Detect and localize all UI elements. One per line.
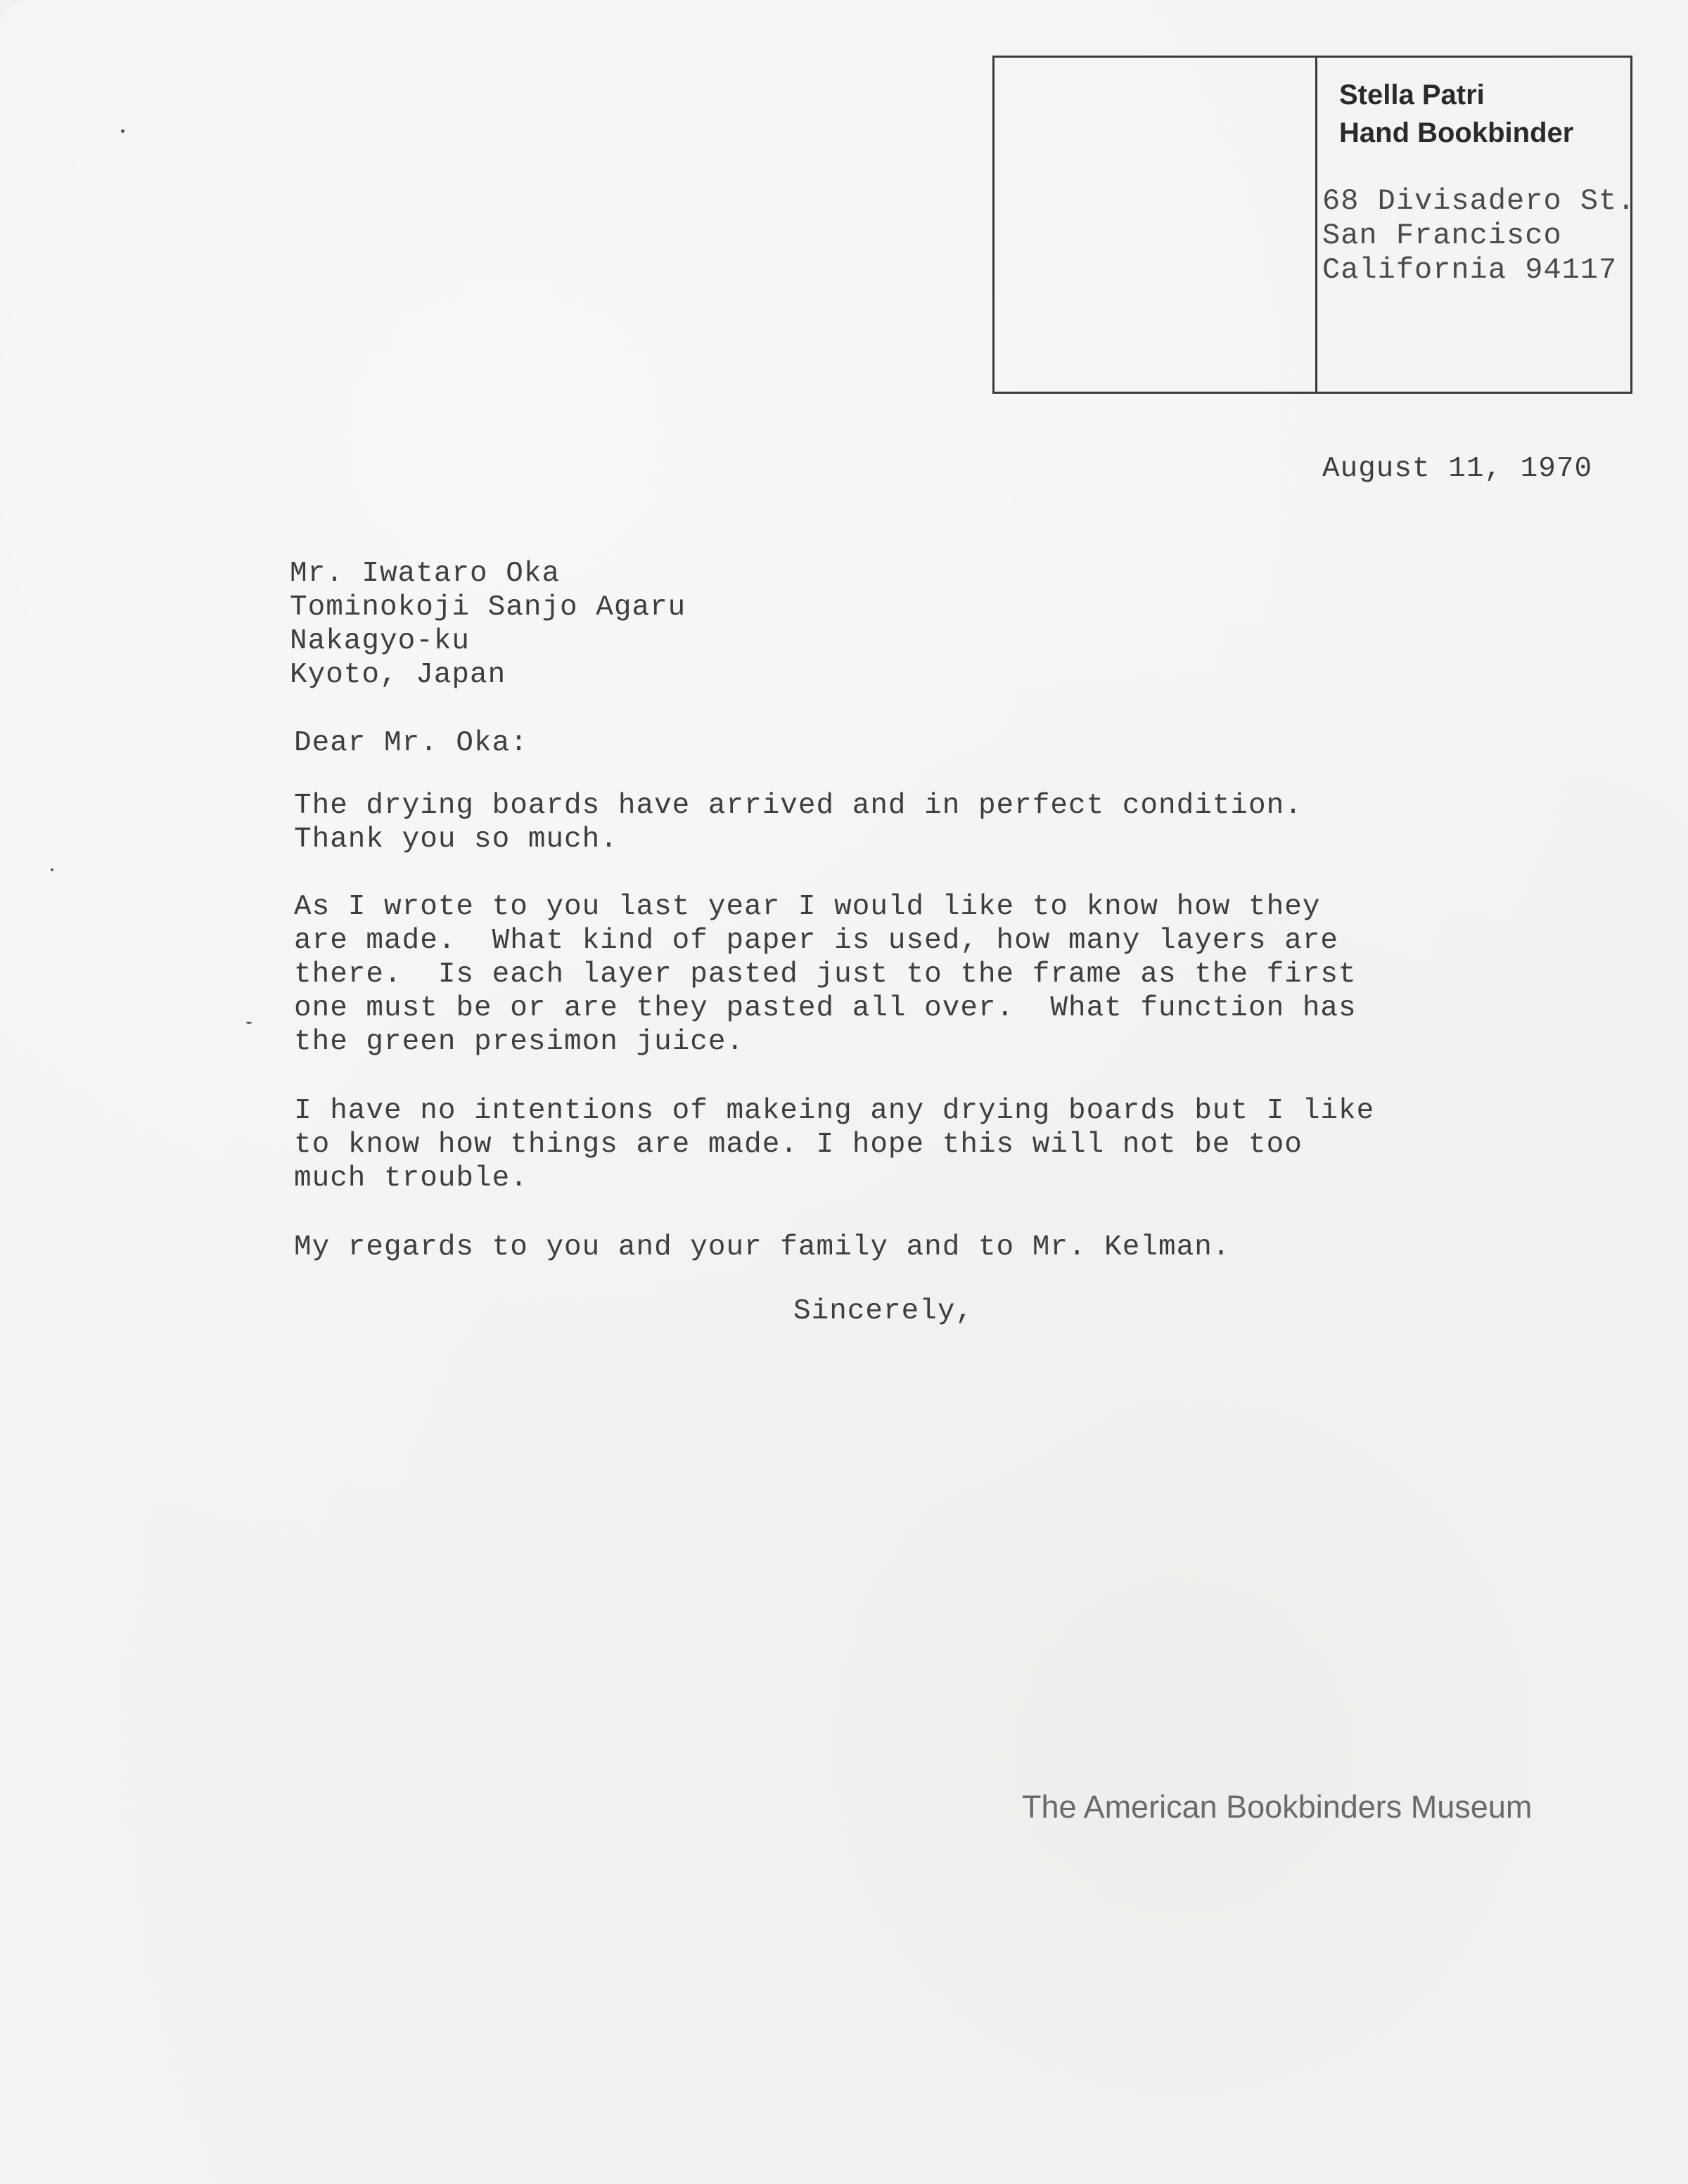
museum-watermark: The American Bookbinders Museum xyxy=(1022,1789,1533,1825)
paragraph-line: the green presimon juice. xyxy=(294,1026,745,1058)
sender-address xyxy=(1322,184,1635,288)
recipient-line: Kyoto, Japan xyxy=(290,659,506,691)
letterhead-divider xyxy=(1315,58,1317,392)
paragraph-line: one must be or are they pasted all over. What function has xyxy=(294,992,1357,1024)
paragraph-2 xyxy=(294,890,1357,1059)
letterhead-title: Hand Bookbinder xyxy=(1339,117,1574,148)
address-line: California 94117 xyxy=(1322,253,1618,287)
recipient-line: Nakagyo-ku xyxy=(290,625,471,657)
paragraph-line: As I wrote to you last year I would like to know how they xyxy=(294,891,1321,923)
paragraph-line: there. Is each layer pasted just to the frame as the first xyxy=(294,958,1357,991)
paragraph-line: The drying boards have arrived and in perfect condition. xyxy=(294,790,1303,822)
paper-speck xyxy=(121,129,124,133)
recipient-address xyxy=(290,557,686,692)
recipient-line: Mr. Iwataro Oka xyxy=(290,558,561,590)
paragraph-line: are made. What kind of paper is used, how many layers are xyxy=(294,925,1339,957)
paragraph-line: much trouble. xyxy=(294,1162,528,1195)
address-line: San Francisco xyxy=(1322,219,1562,252)
paragraph-3 xyxy=(294,1094,1374,1195)
paragraph-4 xyxy=(294,1231,1230,1264)
letter-date: August 11, 1970 xyxy=(1322,453,1593,485)
paper-speck xyxy=(246,1022,252,1024)
paragraph-line: I have no intentions of makeing any drying boards but I like xyxy=(294,1095,1375,1127)
paragraph-line: My regards to you and your family and to Mr. Kelman. xyxy=(294,1231,1231,1264)
salutation: Dear Mr. Oka: xyxy=(294,727,528,759)
letterhead-name-block xyxy=(1339,76,1573,152)
address-line: 68 Divisadero St. xyxy=(1322,184,1636,218)
closing: Sincerely, xyxy=(793,1295,974,1328)
paragraph-1 xyxy=(294,789,1303,856)
paragraph-line: Thank you so much. xyxy=(294,823,618,856)
paper-speck xyxy=(51,868,53,871)
letterhead-name: Stella Patri xyxy=(1339,79,1485,110)
recipient-line: Tominokoji Sanjo Agaru xyxy=(290,591,686,624)
paragraph-line: to know how things are made. I hope this will not be too xyxy=(294,1129,1303,1161)
